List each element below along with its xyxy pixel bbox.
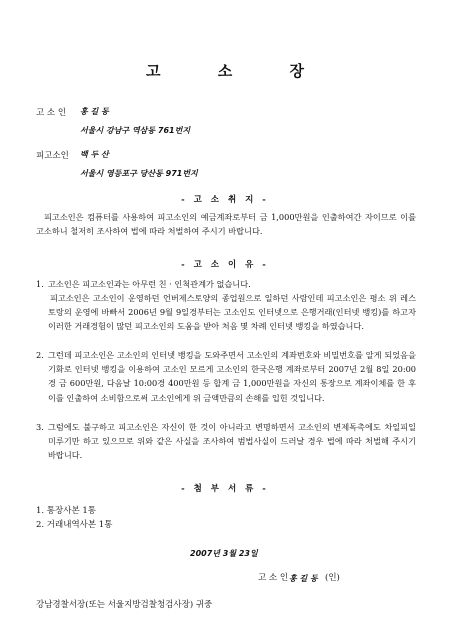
signature-seal: (인) — [325, 573, 340, 583]
purpose-text: 피고소인은 컴퓨터를 사용하여 피고소인의 예금계좌로부터 금 1,000만원을 인출하여간 자이므로 이를 고소하니 철저히 조사하여 법에 따라 처벌하여 주시기 바랍니다. — [36, 212, 416, 237]
accused-label: 피고소인 — [36, 151, 69, 161]
complainant-label: 고 소 인 — [36, 108, 67, 118]
attachments-heading: - 첨 부 서 류 - — [181, 484, 269, 494]
complainant-address: 서울시 강남구 역삼동 761번지 — [80, 126, 191, 135]
document-date: 2007년 3월 23일 — [190, 549, 258, 558]
signature-name: 홍 길 동 — [289, 574, 318, 583]
reason-1-number: 1. — [36, 279, 44, 289]
accused-address: 서울시 영등포구 당산동 971번지 — [80, 169, 198, 178]
accused-name: 백 두 산 — [80, 150, 109, 159]
reason-1-continuation: 피고소인은 고소인이 운영하던 언버제스토양의 종업원으로 일하던 사람인데 피고소인은 평소 위 레스토랑의 운영에 바빠서 2006년 9월 9일경부터는 고소인도 인터넷으로 은행거래(인터넷 뱅킹)를 하고자 이러한 거래경험이 많던 피고소인의 도움을 받아 처음 몇 차례 인터넷 뱅킹을 하였습니다. — [48, 293, 416, 332]
reasons-heading: - 고 소 이 유 - — [181, 260, 269, 270]
reason-1-text: 고소인은 피고소인과는 아무런 친 · 인척관계가 없습니다. — [48, 279, 251, 289]
reason-2-number: 2. — [36, 350, 44, 360]
reason-3-text: 그럼에도 불구하고 피고소인은 자신이 한 것이 아니라고 변명하면서 고소인의 변제독촉에도 차일피일 미루기만 하고 있으므로 위와 같은 사실을 조사하여 범법사실이 드러날 경우 법에 따라 처벌해 주시기 바랍니다. — [48, 422, 416, 461]
page-title: 고 소 장 — [146, 62, 330, 80]
complainant-name: 홍 길 동 — [80, 107, 109, 116]
reason-3-number: 3. — [36, 422, 44, 432]
purpose-heading: - 고 소 취 지 - — [181, 195, 269, 205]
signature-label: 고 소 인 — [258, 573, 289, 583]
attachment-item: 2. 거래내역사본 1통 — [36, 520, 113, 530]
reason-2-text: 그런데 피고소인은 고소인의 인터넷 뱅킹을 도와주면서 고소인의 계좌번호와 비밀번호를 알게 되었음을 기화로 인터넷 뱅킹을 이용하여 고소인 모르게 고소인의 한국은행 계좌로부터 2007년 2월 8일 20:00경 금 600만원, 다음날 10:00경 400만원 등 합계 금 1,000만원을 자신의 통장으로 계좌이체를 한 후 이를 인출하여 소비함으로써 고소인에게 위 금액만큼의 손해를 입힌 것입니다. — [48, 350, 416, 403]
attachment-item: 1. 통장사본 1통 — [36, 506, 96, 516]
recipient: 강남경찰서장(또는 서울지방검찰청검사장) 귀중 — [36, 600, 213, 610]
